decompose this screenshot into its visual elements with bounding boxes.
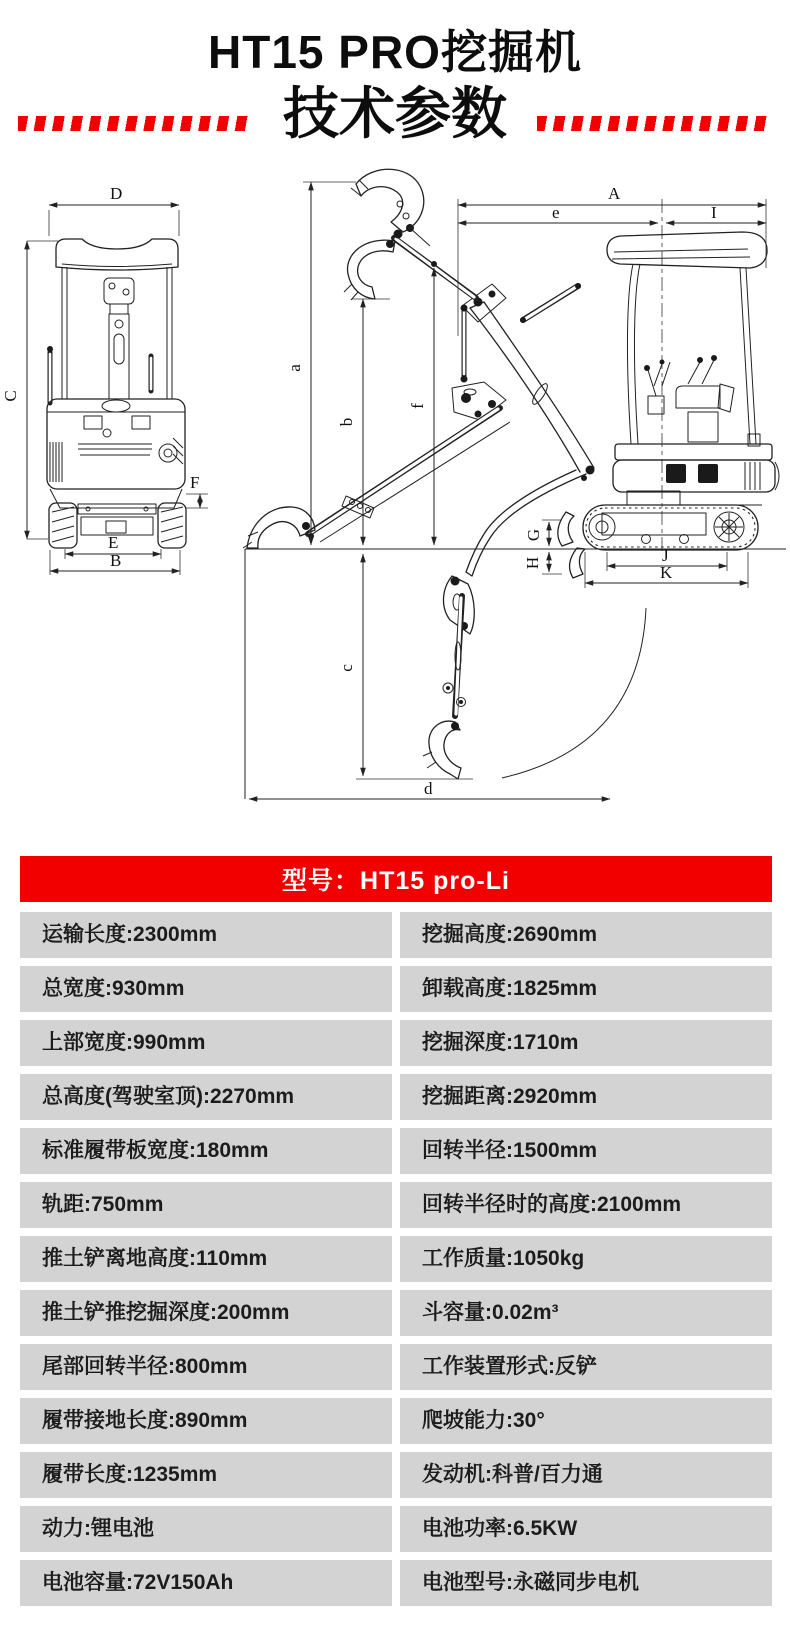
front-view-drawing <box>1 184 208 575</box>
spec-cell-overall-height: 总高度(驾驶室顶):2270mm <box>20 1074 392 1120</box>
dim-D <box>49 184 179 236</box>
dim-label-F: F <box>190 473 200 492</box>
bottom-whitespace <box>0 1606 790 1632</box>
spec-cell-blade-lift: 推土铲离地高度:110mm <box>20 1236 392 1282</box>
spec-cell-upper-width: 上部宽度:990mm <box>20 1020 392 1066</box>
spec-table <box>20 912 772 1606</box>
dim-label-b: b <box>337 417 356 427</box>
dim-H <box>523 552 549 572</box>
dim-label-H: H <box>523 556 542 570</box>
dim-label-D: D <box>110 184 123 203</box>
spec-cell-battery-capacity: 电池容量:72V150Ah <box>20 1560 392 1606</box>
dim-label-a: a <box>285 364 304 372</box>
spec-cell-battery-power: 电池功率:6.5KW <box>400 1506 772 1552</box>
spec-cell-gradeability: 爬坡能力:30° <box>400 1398 772 1444</box>
dim-label-C: C <box>1 390 20 402</box>
spec-cell-tail-radius: 尾部回转半径:800mm <box>20 1344 392 1390</box>
spec-cell-shoe-width: 标准履带板宽度:180mm <box>20 1128 392 1174</box>
spec-cell-overall-width: 总宽度:930mm <box>20 966 392 1012</box>
spec-cell-transport-length: 运输长度:2300mm <box>20 912 392 958</box>
spec-cell-swing-radius: 回转半径:1500mm <box>400 1128 772 1174</box>
dim-label-B: B <box>110 551 122 570</box>
dim-label-c: c <box>337 664 356 672</box>
dim-label-K: K <box>660 563 673 582</box>
excavator-dimension-drawing <box>0 156 790 806</box>
dim-label-A: A <box>608 184 621 203</box>
spec-cell-track-ground-len: 履带接地长度:890mm <box>20 1398 392 1444</box>
spec-cell-blade-dig: 推土铲推挖掘深度:200mm <box>20 1290 392 1336</box>
dim-I <box>666 203 766 223</box>
dim-a <box>285 182 356 545</box>
dim-f <box>408 261 437 545</box>
dim-label-e: e <box>552 203 560 222</box>
side-view-drawing <box>243 169 786 799</box>
dim-label-d: d <box>424 779 433 798</box>
spec-cell-dump-height: 卸载高度:1825mm <box>400 966 772 1012</box>
spec-cell-dig-distance: 挖掘距离:2920mm <box>400 1074 772 1120</box>
page-subtitle: 技术参数 <box>283 82 507 145</box>
subtitle-row <box>0 80 790 144</box>
spec-cell-attachment-type: 工作装置形式:反铲 <box>400 1344 772 1390</box>
dashed-line-left <box>18 116 253 131</box>
spec-section <box>20 856 772 1606</box>
spec-cell-swing-height: 回转半径时的高度:2100mm <box>400 1182 772 1228</box>
spec-cell-motor-type: 电池型号:永磁同步电机 <box>400 1560 772 1606</box>
model-bar: 型号：HT15 pro-Li <box>20 856 772 902</box>
dim-e <box>458 203 658 223</box>
dashed-line-right <box>537 116 772 131</box>
spec-cell-dig-height: 挖掘高度:2690mm <box>400 912 772 958</box>
page-title: HT15 PRO挖掘机 <box>208 26 582 78</box>
dim-label-f: f <box>408 403 427 409</box>
dim-d <box>249 779 610 799</box>
dim-A <box>458 184 766 336</box>
spec-cell-track-length: 履带长度:1235mm <box>20 1452 392 1498</box>
spec-cell-bucket-capacity: 斗容量:0.02m³ <box>400 1290 772 1336</box>
dim-label-J: J <box>662 546 669 565</box>
dim-F <box>186 473 208 508</box>
dim-c <box>337 554 473 779</box>
spec-cell-engine: 发动机:科普/百力通 <box>400 1452 772 1498</box>
header <box>0 0 790 144</box>
dim-label-G: G <box>524 528 543 542</box>
spec-cell-power-source: 动力:锂电池 <box>20 1506 392 1552</box>
spec-cell-dig-depth: 挖掘深度:1710m <box>400 1020 772 1066</box>
dim-label-I: I <box>711 203 717 222</box>
spec-cell-working-weight: 工作质量:1050kg <box>400 1236 772 1282</box>
spec-cell-track-gauge: 轨距:750mm <box>20 1182 392 1228</box>
dim-label-E: E <box>108 533 119 552</box>
